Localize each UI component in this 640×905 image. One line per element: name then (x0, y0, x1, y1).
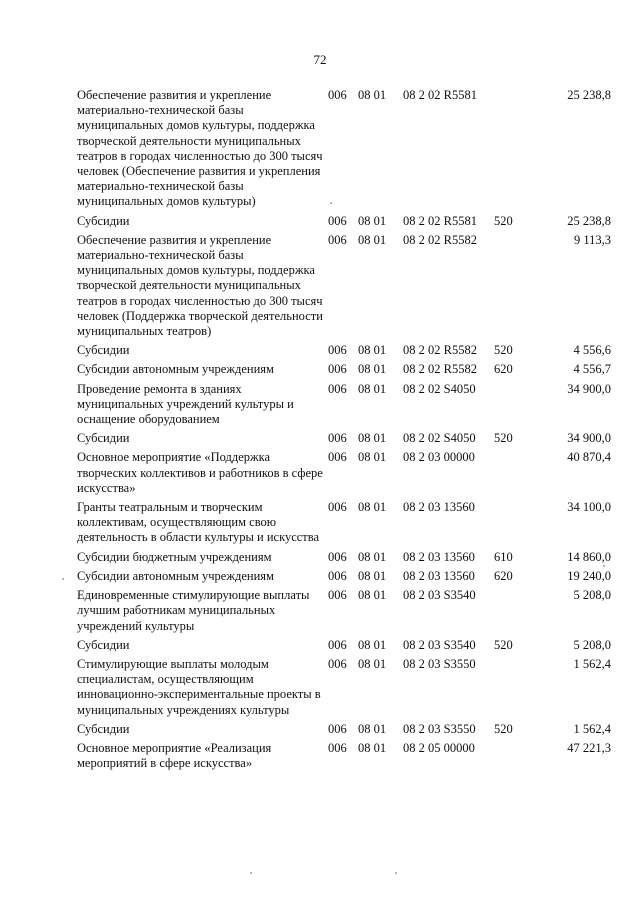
amount-cell: 25 238,8 (567, 213, 611, 228)
amount-cell: 34 100,0 (567, 500, 611, 515)
row-name-cell: Проведение ремонта в зданиях муниципальных учреждений культуры и оснащение оборудованием (77, 381, 294, 427)
section-code-cell: 08 01 (358, 343, 387, 358)
table-row (77, 722, 611, 741)
expense-type-cell (494, 88, 534, 214)
expense-type-cell (494, 450, 534, 500)
table-row (77, 214, 611, 233)
table-row (77, 343, 611, 362)
section-code-cell: 08 01 (358, 500, 387, 515)
ministry-code-cell: 006 (328, 362, 347, 377)
table-row (77, 588, 611, 638)
row-name-cell: Гранты театральным и творческим коллективам, осуществляющим свою деятельность в области культуры и искусства (77, 500, 320, 545)
ministry-code-cell: 006 (328, 232, 347, 247)
scan-speck (62, 578, 64, 580)
ministry-code-cell: 006 (328, 588, 347, 603)
target-article-cell: 08 2 03 13560 (403, 568, 475, 583)
expense-type-cell: 520 (494, 721, 513, 736)
expense-type-cell (494, 500, 534, 550)
table-row (77, 382, 611, 432)
amount-cell: 34 900,0 (567, 431, 611, 446)
table-row (77, 741, 611, 775)
target-article-cell: 08 2 02 S4050 (403, 381, 476, 396)
row-name-cell: Субсидии (77, 343, 130, 358)
expense-type-cell: 520 (494, 637, 513, 652)
ministry-code-cell: 006 (328, 88, 347, 102)
section-code-cell: 08 01 (358, 549, 387, 564)
target-article-cell: 08 2 03 S3540 (403, 588, 476, 603)
expense-type-cell: 520 (494, 431, 513, 446)
table-row (77, 657, 611, 722)
amount-cell: 25 238,8 (567, 88, 611, 102)
target-article-cell: 08 2 03 13560 (403, 500, 475, 515)
row-name-cell: Основное мероприятие «Поддержка творческих коллективов и работников в сфере искусства» (77, 450, 323, 495)
target-article-cell: 08 2 03 S3540 (403, 637, 476, 652)
table-row (77, 431, 611, 450)
ministry-code-cell: 006 (328, 450, 347, 465)
row-name-cell: Обеспечение развития и укрепление материально-технической базы муниципальных домов культуры, поддержка творческой деятельности муниципальных театров в городах численностью до 300 тысяч человек (Поддержка творческой деятельности муниципальных театров) (77, 232, 323, 339)
section-code-cell: 08 01 (358, 450, 387, 465)
table-row (77, 362, 611, 381)
table-row (77, 638, 611, 657)
ministry-code-cell: 006 (328, 637, 347, 652)
row-name-cell: Субсидии бюджетным учреждениям (77, 549, 272, 564)
amount-cell: 1 562,4 (573, 721, 611, 736)
row-name-cell: Субсидии автономным учреждениям (77, 568, 274, 583)
scan-speck (330, 202, 332, 204)
scan-speck (603, 565, 605, 567)
target-article-cell: 08 2 02 S4050 (403, 431, 476, 446)
table-row (77, 500, 611, 550)
section-code-cell: 08 01 (358, 588, 387, 603)
section-code-cell: 08 01 (358, 213, 387, 228)
row-name-cell: Субсидии (77, 721, 130, 736)
expense-type-cell: 520 (494, 343, 513, 358)
target-article-cell: 08 2 02 R5582 (403, 232, 477, 247)
target-article-cell: 08 2 03 13560 (403, 549, 475, 564)
target-article-cell: 08 2 03 00000 (403, 450, 475, 465)
table-row (77, 233, 611, 343)
budget-table (77, 88, 611, 775)
expense-type-cell: 610 (494, 549, 513, 564)
ministry-code-cell: 006 (328, 500, 347, 515)
scan-speck (395, 872, 397, 874)
row-name-cell: Обеспечение развития и укрепление материально-технической базы муниципальных домов культуры, поддержка творческой деятельности муниципальных театров в городах численностью до 300 тысяч человек (Обеспечение развития и укрепления материально-технической базы муниципальных домов культуры) (77, 88, 323, 209)
expense-type-cell (494, 233, 534, 343)
row-name-cell: Основное мероприятие «Реализация мероприятий в сфере искусства» (77, 740, 272, 771)
row-name-cell: Стимулирующие выплаты молодым специалистам, осуществляющим инновационно-экспериментальные проекты в муниципальных учреждениях культуры (77, 656, 321, 717)
section-code-cell: 08 01 (358, 568, 387, 583)
amount-cell: 5 208,0 (573, 637, 611, 652)
section-code-cell: 08 01 (358, 431, 387, 446)
ministry-code-cell: 006 (328, 721, 347, 736)
section-code-cell: 08 01 (358, 232, 387, 247)
expense-type-cell (494, 382, 534, 432)
table-row (77, 550, 611, 569)
amount-cell: 4 556,7 (573, 362, 611, 377)
target-article-cell: 08 2 02 R5582 (403, 362, 477, 377)
amount-cell: 5 208,0 (573, 588, 611, 603)
expense-type-cell: 620 (494, 362, 513, 377)
amount-cell: 34 900,0 (567, 381, 611, 396)
target-article-cell: 08 2 02 R5581 (403, 88, 477, 102)
table-row (77, 88, 611, 214)
amount-cell: 9 113,3 (573, 232, 611, 247)
target-article-cell: 08 2 03 S3550 (403, 656, 476, 671)
expense-type-cell (494, 588, 534, 638)
ministry-code-cell: 006 (328, 431, 347, 446)
section-code-cell: 08 01 (358, 740, 387, 755)
expense-type-cell: 620 (494, 568, 513, 583)
target-article-cell: 08 2 02 R5581 (403, 213, 477, 228)
ministry-code-cell: 006 (328, 656, 347, 671)
row-name-cell: Субсидии (77, 213, 130, 228)
target-article-cell: 08 2 05 00000 (403, 740, 475, 755)
section-code-cell: 08 01 (358, 362, 387, 377)
expense-type-cell (494, 741, 534, 775)
table-row (77, 569, 611, 588)
row-name-cell: Субсидии (77, 431, 130, 446)
ministry-code-cell: 006 (328, 740, 347, 755)
table-row (77, 450, 611, 500)
target-article-cell: 08 2 02 R5582 (403, 343, 477, 358)
row-name-cell: Субсидии (77, 637, 130, 652)
ministry-code-cell: 006 (328, 343, 347, 358)
section-code-cell: 08 01 (358, 721, 387, 736)
amount-cell: 40 870,4 (567, 450, 611, 465)
ministry-code-cell: 006 (328, 213, 347, 228)
amount-cell: 4 556,6 (573, 343, 611, 358)
row-name-cell: Единовременные стимулирующие выплаты лучшим работникам муниципальных учреждений культуры (77, 588, 310, 633)
section-code-cell: 08 01 (358, 637, 387, 652)
section-code-cell: 08 01 (358, 381, 387, 396)
scan-speck (250, 872, 252, 874)
section-code-cell: 08 01 (358, 88, 387, 102)
amount-cell: 14 860,0 (567, 549, 611, 564)
target-article-cell: 08 2 03 S3550 (403, 721, 476, 736)
budget-table-body (77, 88, 611, 775)
expense-type-cell: 520 (494, 213, 513, 228)
amount-cell: 1 562,4 (573, 656, 611, 671)
row-name-cell: Субсидии автономным учреждениям (77, 362, 274, 377)
ministry-code-cell: 006 (328, 568, 347, 583)
ministry-code-cell: 006 (328, 381, 347, 396)
ministry-code-cell: 006 (328, 549, 347, 564)
amount-cell: 19 240,0 (567, 568, 611, 583)
page-number: 72 (313, 52, 327, 67)
section-code-cell: 08 01 (358, 656, 387, 671)
amount-cell: 47 221,3 (567, 740, 611, 755)
expense-type-cell (494, 657, 534, 722)
